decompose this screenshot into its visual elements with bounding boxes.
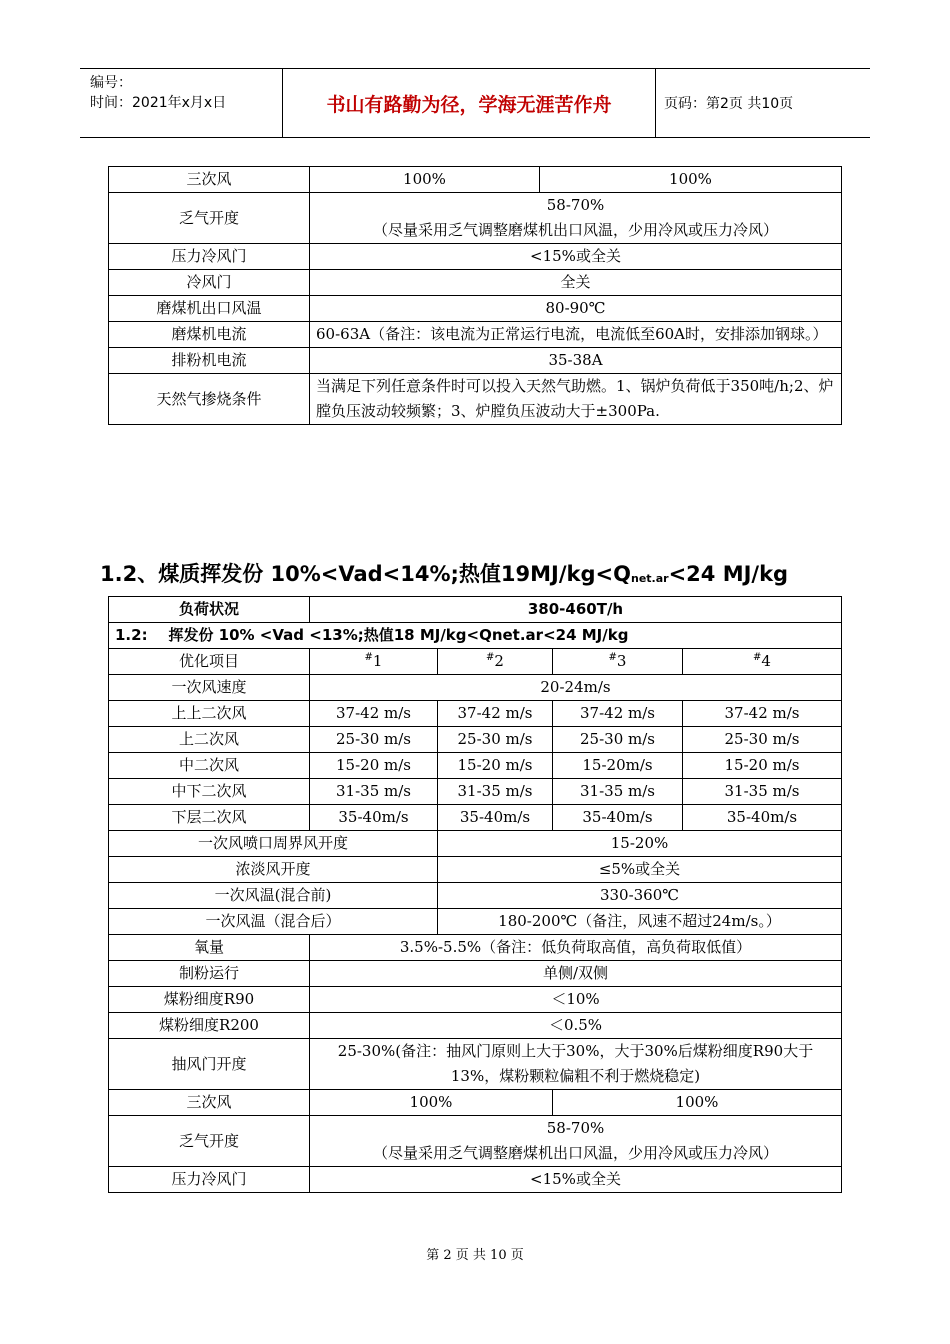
- section-heading-tail: <24 MJ/kg: [668, 562, 789, 586]
- row-label: 磨煤机电流: [109, 322, 310, 348]
- table-row: [109, 322, 842, 348]
- cell-value: 35-40m/s: [683, 805, 842, 831]
- row-label: 冷风门: [109, 270, 310, 296]
- row-label: 上上二次风: [109, 701, 310, 727]
- unit-mark: #: [486, 652, 495, 663]
- cell-value: 15-20%: [438, 831, 842, 857]
- table-row: [109, 348, 842, 374]
- cell-value: 58-70% （尽量采用乏气调整磨煤机出口风温，少用冷风或压力冷风）: [310, 1116, 842, 1167]
- cell-value: 全关: [310, 270, 842, 296]
- cell-value: 31-35 m/s: [553, 779, 683, 805]
- row-label: 压力冷风门: [109, 1167, 310, 1193]
- row-label: 抽风门开度: [109, 1039, 310, 1090]
- cell-value: 35-40m/s: [310, 805, 438, 831]
- table-row: [109, 753, 842, 779]
- cell-value: ＜0.5%: [310, 1013, 842, 1039]
- table-row: [109, 987, 842, 1013]
- table-row: [109, 831, 842, 857]
- cell-value: <15%或全关: [310, 244, 842, 270]
- cell-value: 31-35 m/s: [438, 779, 553, 805]
- row-label: 磨煤机出口风温: [109, 296, 310, 322]
- cell-value: 37-42 m/s: [310, 701, 438, 727]
- cell-value: 25-30 m/s: [438, 727, 553, 753]
- table-row: [109, 675, 842, 701]
- optimization-table: [108, 596, 842, 1193]
- cell-value: 37-42 m/s: [683, 701, 842, 727]
- row-label: 氧量: [109, 935, 310, 961]
- table-row: [109, 270, 842, 296]
- cell-value: 330-360℃: [438, 883, 842, 909]
- table-row: [109, 1116, 842, 1167]
- row-label: 煤粉细度R200: [109, 1013, 310, 1039]
- row-label: 一次风温（混合后）: [109, 909, 438, 935]
- row-label: 三次风: [109, 167, 310, 193]
- unit-mark: #: [753, 652, 762, 663]
- page-footer: 第 2 页 共 10 页: [426, 1248, 524, 1263]
- cell-value: 80-90℃: [310, 296, 842, 322]
- row-label: 天然气掺烧条件: [109, 374, 310, 425]
- row-label: 乏气开度: [109, 1116, 310, 1167]
- row-label: 中下二次风: [109, 779, 310, 805]
- table-row: [109, 167, 842, 193]
- cell-value: <15%或全关: [310, 1167, 842, 1193]
- table-row: [109, 374, 842, 425]
- cell-value: 180-200℃（备注，风速不超过24m/s。）: [438, 909, 842, 935]
- table-row: [109, 193, 842, 244]
- table-row: [109, 727, 842, 753]
- unit-mark: #: [364, 652, 373, 663]
- table-row: [109, 649, 842, 675]
- cell-value: 当满足下列任意条件时可以投入天然气助燃。1、锅炉负荷低于350吨/h;2、炉膛负压波动较频繁；3、炉膛负压波动大于±300Pa.: [310, 374, 842, 425]
- cell-value: 15-20 m/s: [438, 753, 553, 779]
- cell-value: 25-30 m/s: [683, 727, 842, 753]
- cell-value: 15-20m/s: [553, 753, 683, 779]
- cell-value: 25-30 m/s: [310, 727, 438, 753]
- table-row: [109, 1167, 842, 1193]
- cell-value: 25-30%(备注：抽风门原则上大于30%，大于30%后煤粉细度R90大于13%，煤粉颗粒偏粗不利于燃烧稳定): [310, 1039, 842, 1090]
- cell-value: 100%: [310, 1090, 553, 1116]
- row-label: 中二次风: [109, 753, 310, 779]
- table-row: [109, 883, 842, 909]
- row-label: 一次风温(混合前): [109, 883, 438, 909]
- row-label: 一次风喷口周界风开度: [109, 831, 438, 857]
- unit-header: #3: [553, 649, 683, 675]
- subsection-title: 1.2: 挥发份 10% <Vad <13%;热值18 MJ/kg<Qnet.ar<24 MJ/kg: [109, 623, 842, 649]
- table-row: [109, 623, 842, 649]
- cell-value: 100%: [310, 167, 540, 193]
- row-label: 一次风速度: [109, 675, 310, 701]
- table-row: [109, 1013, 842, 1039]
- row-label: 上二次风: [109, 727, 310, 753]
- cell-value: 25-30 m/s: [553, 727, 683, 753]
- section-heading-subscript: net.ar: [631, 572, 669, 585]
- cell-value: 37-42 m/s: [438, 701, 553, 727]
- section-heading-main: 1.2、煤质挥发份 10%<Vad<14%;热值19MJ/kg<Q: [100, 562, 631, 586]
- load-value: 380-460T/h: [310, 597, 842, 623]
- cell-value: 35-38A: [310, 348, 842, 374]
- table-row: [109, 779, 842, 805]
- cell-value: 35-40m/s: [438, 805, 553, 831]
- unit-mark: #: [608, 652, 617, 663]
- opt-label: 优化项目: [109, 649, 310, 675]
- cell-value: 100%: [553, 1090, 842, 1116]
- unit-header: #2: [438, 649, 553, 675]
- row-label: 排粉机电流: [109, 348, 310, 374]
- table-row: [109, 857, 842, 883]
- table-row: [109, 597, 842, 623]
- cell-value: 15-20 m/s: [310, 753, 438, 779]
- cell-value: 31-35 m/s: [310, 779, 438, 805]
- table-row: [109, 909, 842, 935]
- row-label: 制粉运行: [109, 961, 310, 987]
- table-row: [109, 935, 842, 961]
- page-header: [80, 68, 870, 138]
- cell-value: 60-63A（备注：该电流为正常运行电流，电流低至60A时，安排添加钢球。）: [310, 322, 842, 348]
- row-label: 三次风: [109, 1090, 310, 1116]
- time-label: 时间：2021年x月x日: [90, 95, 227, 111]
- header-page-info: 页码：第2页 共10页: [664, 96, 794, 112]
- header-meta: [90, 73, 282, 113]
- row-label: 乏气开度: [109, 193, 310, 244]
- table-row: [109, 961, 842, 987]
- table-row: [109, 1090, 842, 1116]
- cell-value: 37-42 m/s: [553, 701, 683, 727]
- row-label: 压力冷风门: [109, 244, 310, 270]
- load-label: 负荷状况: [109, 597, 310, 623]
- header-motto: 书山有路勤为径，学海无涯苦作舟: [282, 69, 656, 137]
- table-row: [109, 296, 842, 322]
- cell-value: 31-35 m/s: [683, 779, 842, 805]
- table-row: [109, 701, 842, 727]
- cell-value: 58-70% （尽量采用乏气调整磨煤机出口风温，少用冷风或压力冷风）: [310, 193, 842, 244]
- row-label: 下层二次风: [109, 805, 310, 831]
- cell-value: ＜10%: [310, 987, 842, 1013]
- cell-value: 35-40m/s: [553, 805, 683, 831]
- row-label: 煤粉细度R90: [109, 987, 310, 1013]
- table-row: [109, 805, 842, 831]
- cell-value: 3.5%-5.5%（备注：低负荷取高值，高负荷取低值）: [310, 935, 842, 961]
- unit-header: #4: [683, 649, 842, 675]
- number-label: 编号：: [90, 75, 132, 91]
- table-row: [109, 244, 842, 270]
- table-row: [109, 1039, 842, 1090]
- section-heading: [100, 558, 788, 588]
- unit-header: #1: [310, 649, 438, 675]
- cell-value: ≤5%或全关: [438, 857, 842, 883]
- cell-value: 15-20 m/s: [683, 753, 842, 779]
- table-continued: [108, 166, 842, 425]
- cell-value: 单侧/双侧: [310, 961, 842, 987]
- row-label: 浓淡风开度: [109, 857, 438, 883]
- cell-value: 100%: [540, 167, 842, 193]
- cell-value: 20-24m/s: [310, 675, 842, 701]
